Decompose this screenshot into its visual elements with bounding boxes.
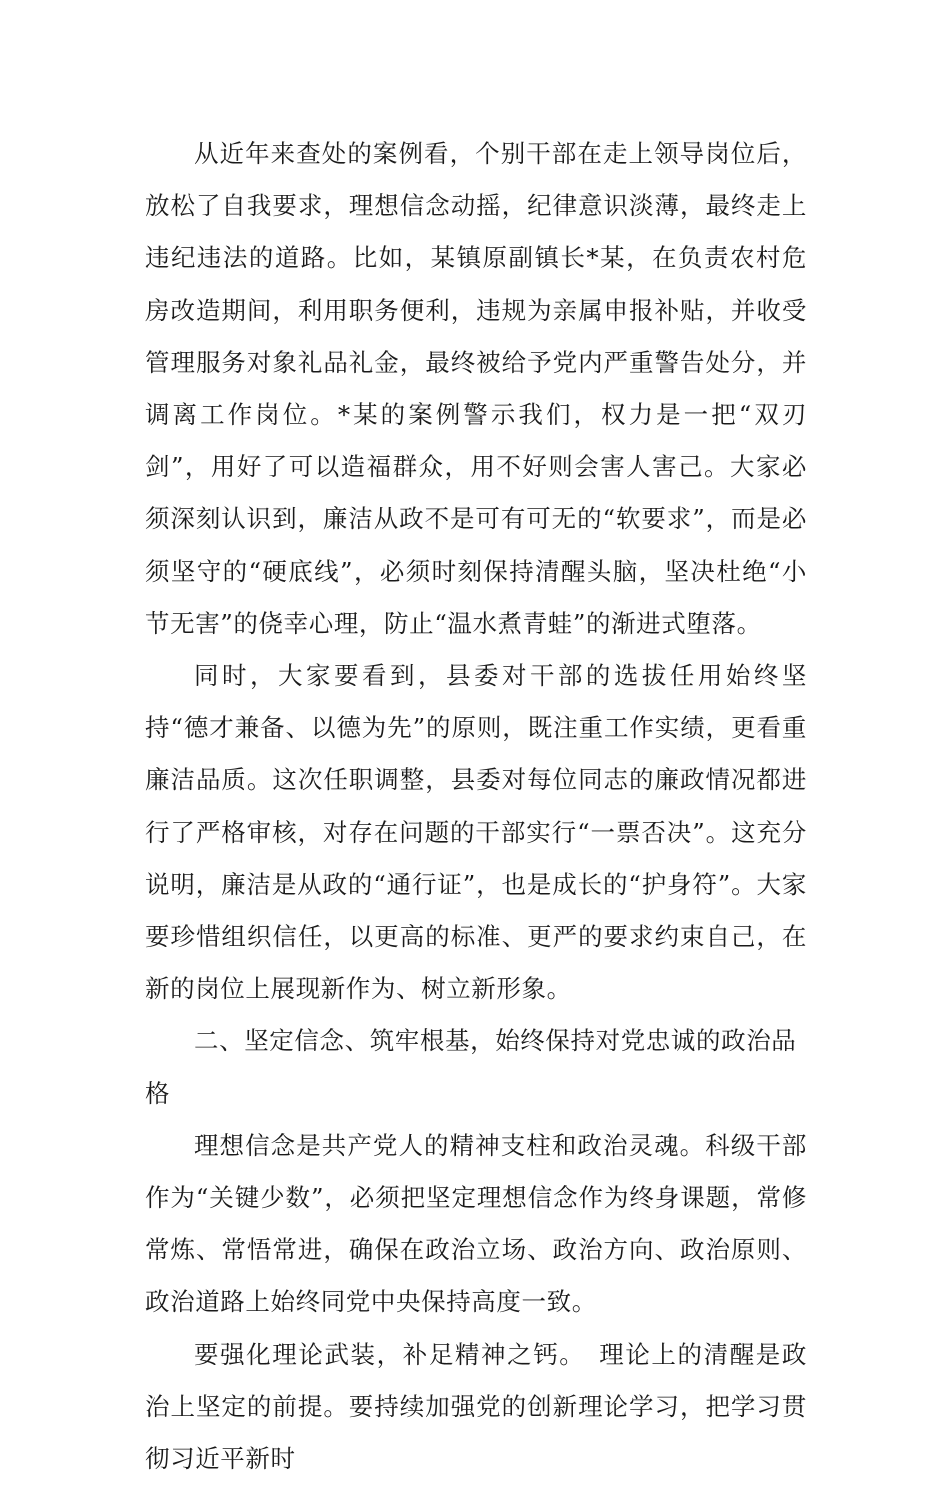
section-heading: 二、坚定信念、筑牢根基，始终保持对党忠诚的政治品格	[145, 1026, 797, 1108]
paragraph-case-warning: 从近年来查处的案例看，个别干部在走上领导岗位后，放松了自我要求，理想信念动摇，纪律意识淡薄，最终走上违纪违法的道路。比如，某镇原副镇长*某，在负责农村危房改造期间，利用职务便利，违规为亲属申报补贴，并收受管理服务对象礼品礼金，最终被给予党内严重警告处分，并调离工作岗位。*某的案例警示我们，权力是一把“双刃剑”，用好了可以造福群众，用不好则会害人害己。大家必须深刻认识到，廉洁从政不是可有可无的“软要求”，而是必须坚守的“硬底线”，必须时刻保持清醒头脑，坚决杜绝“小节无害”的侥幸心理，防止“温水煮青蛙”的渐进式堕落。	[145, 139, 807, 638]
paragraph-selection-principle: 同时，大家要看到，县委对干部的选拔任用始终坚持“德才兼备、以德为先”的原则，既注重工作实绩，更看重廉洁品质。这次任职调整，县委对每位同志的廉政情况都进行了严格审核，对存在问题的干部实行“一票否决”。这充分说明，廉洁是从政的“通行证”，也是成长的“护身符”。大家要珍惜组织信任，以更高的标准、更严的要求约束自己，在新的岗位上展现新作为、树立新形象。	[145, 661, 807, 1004]
paragraph-ideals-belief: 理想信念是共产党人的精神支柱和政治灵魂。科级干部作为“关键少数”，必须把坚定理想信念作为终身课题，常修常炼、常悟常进，确保在政治立场、政治方向、政治原则、政治道路上始终同党中央保持高度一致。	[145, 1130, 807, 1317]
document-body	[145, 128, 807, 1485]
paragraph-theory-study: 要强化理论武装，补足精神之钙。 理论上的清醒是政治上坚定的前提。要持续加强党的创新理论学习，把学习贯彻习近平新时	[145, 1339, 807, 1474]
